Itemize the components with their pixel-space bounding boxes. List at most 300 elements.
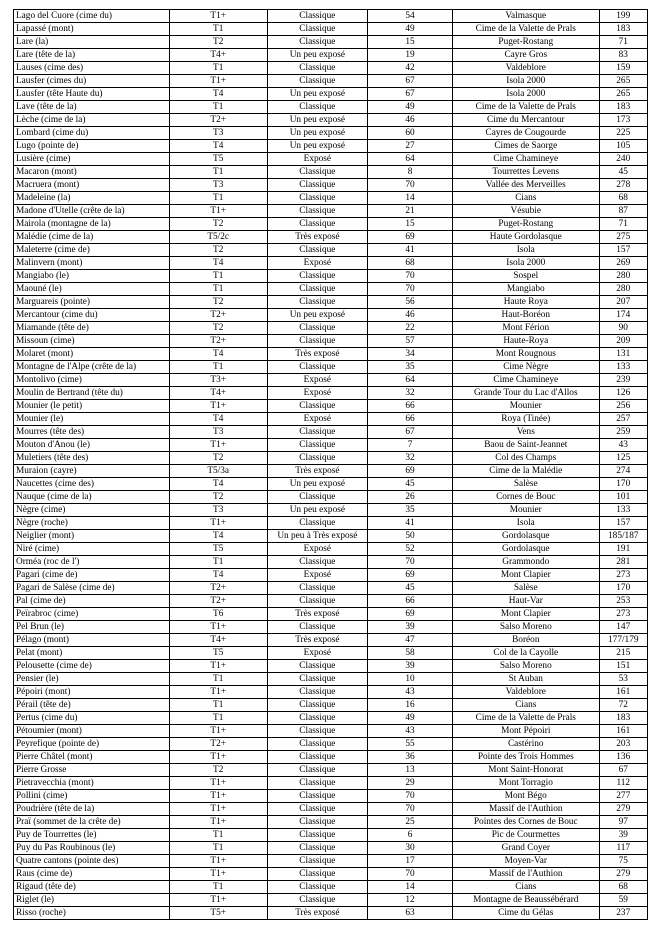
- table-row: [14, 270, 648, 283]
- table-row: [14, 699, 648, 712]
- summit-name-cell: Pétoumier (mont): [14, 725, 170, 738]
- exposure-cell: Classique: [267, 790, 367, 803]
- summit-name-cell: Lombard (cime du): [14, 127, 170, 140]
- grade-cell: T1: [169, 166, 267, 179]
- page-number-cell: 225: [599, 127, 647, 140]
- page-number-cell: 259: [599, 426, 647, 439]
- massif-cell: St Auban: [453, 673, 599, 686]
- summit-name-cell: Praï (sommet de la crête de): [14, 816, 170, 829]
- page-number-cell: 177/179: [599, 634, 647, 647]
- page-number-cell: 151: [599, 660, 647, 673]
- table-row: [14, 283, 648, 296]
- massif-cell: Cime du Gélas: [453, 907, 599, 920]
- summit-name-cell: Lare (tête de la): [14, 49, 170, 62]
- summit-name-cell: Maouné (le): [14, 283, 170, 296]
- route-number-cell: 55: [368, 738, 453, 751]
- grade-cell: T2+: [169, 114, 267, 127]
- page-number-cell: 279: [599, 868, 647, 881]
- massif-cell: Isola 2000: [453, 75, 599, 88]
- route-number-cell: 36: [368, 751, 453, 764]
- massif-cell: Pointes des Cornes de Bouc: [453, 816, 599, 829]
- page-number-cell: 83: [599, 49, 647, 62]
- massif-cell: Isola 2000: [453, 88, 599, 101]
- exposure-cell: Exposé: [267, 153, 367, 166]
- table-row: [14, 361, 648, 374]
- page-number-cell: 257: [599, 413, 647, 426]
- page-number-cell: 237: [599, 907, 647, 920]
- exposure-cell: Classique: [267, 23, 367, 36]
- table-row: [14, 322, 648, 335]
- grade-cell: T2: [169, 322, 267, 335]
- table-row: [14, 192, 648, 205]
- grade-cell: T4: [169, 88, 267, 101]
- page-number-cell: 170: [599, 582, 647, 595]
- route-number-cell: 32: [368, 387, 453, 400]
- exposure-cell: Classique: [267, 803, 367, 816]
- massif-cell: Castérino: [453, 738, 599, 751]
- summit-name-cell: Muraion (cayre): [14, 465, 170, 478]
- summit-name-cell: Montagne de l'Alpe (crête de la): [14, 361, 170, 374]
- route-number-cell: 19: [368, 49, 453, 62]
- table-row: [14, 478, 648, 491]
- grade-cell: T1: [169, 673, 267, 686]
- page-number-cell: 53: [599, 673, 647, 686]
- massif-cell: Mont Clapier: [453, 569, 599, 582]
- summit-name-cell: Pierre Châtel (mont): [14, 751, 170, 764]
- table-row: [14, 738, 648, 751]
- massif-cell: Cayres de Cougourde: [453, 127, 599, 140]
- page-number-cell: 131: [599, 348, 647, 361]
- grade-cell: T1: [169, 699, 267, 712]
- massif-cell: Sospel: [453, 270, 599, 283]
- summit-name-cell: Lapassé (mont): [14, 23, 170, 36]
- route-number-cell: 70: [368, 803, 453, 816]
- route-number-cell: 12: [368, 894, 453, 907]
- route-number-cell: 14: [368, 881, 453, 894]
- grade-cell: T2+: [169, 595, 267, 608]
- massif-cell: Cime Chamineye: [453, 374, 599, 387]
- page-number-cell: 161: [599, 686, 647, 699]
- table-row: [14, 634, 648, 647]
- table-row: [14, 348, 648, 361]
- exposure-cell: Classique: [267, 868, 367, 881]
- page-number-cell: 185/187: [599, 530, 647, 543]
- exposure-cell: Exposé: [267, 374, 367, 387]
- massif-cell: Isola: [453, 517, 599, 530]
- massif-cell: Mangiabo: [453, 283, 599, 296]
- grade-cell: T2: [169, 296, 267, 309]
- table-row: [14, 504, 648, 517]
- massif-cell: Col de la Cayolle: [453, 647, 599, 660]
- summit-name-cell: Peïrabroc (cime): [14, 608, 170, 621]
- page-number-cell: 67: [599, 764, 647, 777]
- table-row: [14, 62, 648, 75]
- massif-cell: Gordolasque: [453, 530, 599, 543]
- table-row: [14, 88, 648, 101]
- table-row: [14, 400, 648, 413]
- table-row: [14, 231, 648, 244]
- grade-cell: T4+: [169, 387, 267, 400]
- table-row: [14, 374, 648, 387]
- exposure-cell: Exposé: [267, 569, 367, 582]
- page-number-cell: 170: [599, 478, 647, 491]
- route-number-cell: 49: [368, 101, 453, 114]
- route-number-cell: 15: [368, 36, 453, 49]
- exposure-cell: Classique: [267, 335, 367, 348]
- grade-cell: T2: [169, 764, 267, 777]
- massif-cell: Col des Champs: [453, 452, 599, 465]
- page-number-cell: 183: [599, 101, 647, 114]
- page-number-cell: 125: [599, 452, 647, 465]
- table-row: [14, 517, 648, 530]
- massif-cell: Puget-Rostang: [453, 218, 599, 231]
- page-number-cell: 183: [599, 712, 647, 725]
- page-number-cell: 281: [599, 556, 647, 569]
- massif-cell: Mont Férion: [453, 322, 599, 335]
- route-number-cell: 35: [368, 504, 453, 517]
- exposure-cell: Un peu exposé: [267, 504, 367, 517]
- exposure-cell: Classique: [267, 361, 367, 374]
- grade-cell: T1: [169, 192, 267, 205]
- exposure-cell: Un peu exposé: [267, 478, 367, 491]
- massif-cell: Vens: [453, 426, 599, 439]
- massif-cell: Valdeblore: [453, 686, 599, 699]
- summit-name-cell: Pollini (cime): [14, 790, 170, 803]
- route-number-cell: 35: [368, 361, 453, 374]
- exposure-cell: Un peu exposé: [267, 49, 367, 62]
- massif-cell: Boréon: [453, 634, 599, 647]
- page-number-cell: 75: [599, 855, 647, 868]
- table-row: [14, 907, 648, 920]
- summit-name-cell: Pelat (mont): [14, 647, 170, 660]
- table-row: [14, 205, 648, 218]
- exposure-cell: Classique: [267, 192, 367, 205]
- table-row: [14, 582, 648, 595]
- summit-name-cell: Pensier (le): [14, 673, 170, 686]
- exposure-cell: Classique: [267, 400, 367, 413]
- exposure-cell: Classique: [267, 660, 367, 673]
- page-number-cell: 71: [599, 218, 647, 231]
- table-row: [14, 452, 648, 465]
- summit-name-cell: Rigaud (tête de): [14, 881, 170, 894]
- route-number-cell: 41: [368, 244, 453, 257]
- page-number-cell: 159: [599, 62, 647, 75]
- summit-name-cell: Pertus (cime du): [14, 712, 170, 725]
- table-row: [14, 413, 648, 426]
- route-number-cell: 25: [368, 816, 453, 829]
- route-number-cell: 66: [368, 413, 453, 426]
- exposure-cell: Très exposé: [267, 634, 367, 647]
- summit-name-cell: Madeleine (la): [14, 192, 170, 205]
- table-row: [14, 803, 648, 816]
- grade-cell: T3: [169, 127, 267, 140]
- page-number-cell: 280: [599, 270, 647, 283]
- summit-name-cell: Nègre (cime): [14, 504, 170, 517]
- summit-name-cell: Molaret (mont): [14, 348, 170, 361]
- route-number-cell: 70: [368, 868, 453, 881]
- page-number-cell: 256: [599, 400, 647, 413]
- exposure-cell: Classique: [267, 712, 367, 725]
- table-row: [14, 855, 648, 868]
- summit-name-cell: Macaron (mont): [14, 166, 170, 179]
- page-number-cell: 45: [599, 166, 647, 179]
- route-number-cell: 27: [368, 140, 453, 153]
- page-number-cell: 59: [599, 894, 647, 907]
- grade-cell: T1+: [169, 777, 267, 790]
- summit-name-cell: Mangiabo (le): [14, 270, 170, 283]
- summit-name-cell: Pietravecchia (mont): [14, 777, 170, 790]
- summit-table: [13, 9, 648, 920]
- massif-cell: Cimes de Saorge: [453, 140, 599, 153]
- route-number-cell: 64: [368, 374, 453, 387]
- table-row: [14, 114, 648, 127]
- grade-cell: T4: [169, 569, 267, 582]
- exposure-cell: Classique: [267, 283, 367, 296]
- massif-cell: Salèse: [453, 478, 599, 491]
- summit-name-cell: Nauque (cime de la): [14, 491, 170, 504]
- grade-cell: T6: [169, 608, 267, 621]
- table-row: [14, 153, 648, 166]
- page-number-cell: 239: [599, 374, 647, 387]
- summit-name-cell: Mercantour (cime du): [14, 309, 170, 322]
- page-number-cell: 174: [599, 309, 647, 322]
- page-number-cell: 265: [599, 75, 647, 88]
- exposure-cell: Un peu exposé: [267, 114, 367, 127]
- summit-name-cell: Pagari (cime de): [14, 569, 170, 582]
- exposure-cell: Classique: [267, 894, 367, 907]
- massif-cell: Salso Moreno: [453, 660, 599, 673]
- massif-cell: Mont Torragio: [453, 777, 599, 790]
- route-number-cell: 50: [368, 530, 453, 543]
- table-row: [14, 894, 648, 907]
- route-number-cell: 57: [368, 335, 453, 348]
- massif-cell: Grand Coyer: [453, 842, 599, 855]
- route-number-cell: 32: [368, 452, 453, 465]
- table-row: [14, 686, 648, 699]
- grade-cell: T1: [169, 23, 267, 36]
- grade-cell: T1+: [169, 868, 267, 881]
- massif-cell: Gordolasque: [453, 543, 599, 556]
- exposure-cell: Un peu à Très exposé: [267, 530, 367, 543]
- grade-cell: T2+: [169, 582, 267, 595]
- route-number-cell: 15: [368, 218, 453, 231]
- summit-name-cell: Niré (cime): [14, 543, 170, 556]
- table-row: [14, 166, 648, 179]
- grade-cell: T4: [169, 413, 267, 426]
- summit-name-cell: Moulin de Bertrand (tête du): [14, 387, 170, 400]
- summit-name-cell: Marguareis (pointe): [14, 296, 170, 309]
- page-number-cell: 277: [599, 790, 647, 803]
- exposure-cell: Classique: [267, 842, 367, 855]
- route-number-cell: 64: [368, 153, 453, 166]
- page-number-cell: 68: [599, 192, 647, 205]
- route-number-cell: 46: [368, 114, 453, 127]
- summit-name-cell: Lugo (pointe de): [14, 140, 170, 153]
- grade-cell: T2+: [169, 309, 267, 322]
- route-number-cell: 69: [368, 608, 453, 621]
- route-number-cell: 70: [368, 556, 453, 569]
- table-row: [14, 140, 648, 153]
- summit-name-cell: Lèche (cime de la): [14, 114, 170, 127]
- route-number-cell: 43: [368, 725, 453, 738]
- exposure-cell: Classique: [267, 816, 367, 829]
- grade-cell: T5+: [169, 907, 267, 920]
- grade-cell: T5/3a: [169, 465, 267, 478]
- exposure-cell: Classique: [267, 751, 367, 764]
- grade-cell: T5: [169, 543, 267, 556]
- exposure-cell: Exposé: [267, 257, 367, 270]
- exposure-cell: Classique: [267, 699, 367, 712]
- grade-cell: T1+: [169, 803, 267, 816]
- table-row: [14, 647, 648, 660]
- table-row: [14, 543, 648, 556]
- route-number-cell: 34: [368, 348, 453, 361]
- exposure-cell: Classique: [267, 686, 367, 699]
- grade-cell: T1: [169, 101, 267, 114]
- massif-cell: Cime Chamineye: [453, 153, 599, 166]
- route-number-cell: 69: [368, 569, 453, 582]
- route-number-cell: 52: [368, 543, 453, 556]
- grade-cell: T4: [169, 348, 267, 361]
- route-number-cell: 45: [368, 478, 453, 491]
- route-number-cell: 70: [368, 179, 453, 192]
- page-number-cell: 97: [599, 816, 647, 829]
- route-number-cell: 49: [368, 712, 453, 725]
- page-number-cell: 215: [599, 647, 647, 660]
- grade-cell: T1: [169, 881, 267, 894]
- table-row: [14, 335, 648, 348]
- route-number-cell: 16: [368, 699, 453, 712]
- grade-cell: T1+: [169, 621, 267, 634]
- summit-name-cell: Lausfer (tête Haute du): [14, 88, 170, 101]
- summit-name-cell: Mouton d'Anou (le): [14, 439, 170, 452]
- route-number-cell: 14: [368, 192, 453, 205]
- page-number-cell: 274: [599, 465, 647, 478]
- exposure-cell: Un peu exposé: [267, 309, 367, 322]
- summit-name-cell: Riglet (le): [14, 894, 170, 907]
- route-number-cell: 67: [368, 88, 453, 101]
- summit-name-cell: Maleterre (cime de): [14, 244, 170, 257]
- summit-name-cell: Pagari de Salèse (cime de): [14, 582, 170, 595]
- exposure-cell: Classique: [267, 101, 367, 114]
- exposure-cell: Très exposé: [267, 348, 367, 361]
- page-number-cell: 279: [599, 803, 647, 816]
- grade-cell: T3: [169, 426, 267, 439]
- table-row: [14, 101, 648, 114]
- summit-name-cell: Naucettes (cime des): [14, 478, 170, 491]
- massif-cell: Moyen-Var: [453, 855, 599, 868]
- route-number-cell: 49: [368, 23, 453, 36]
- route-number-cell: 43: [368, 686, 453, 699]
- page-number-cell: 157: [599, 517, 647, 530]
- exposure-cell: Très exposé: [267, 907, 367, 920]
- exposure-cell: Classique: [267, 738, 367, 751]
- grade-cell: T2: [169, 244, 267, 257]
- summit-name-cell: Lausfer (cimes du): [14, 75, 170, 88]
- exposure-cell: Exposé: [267, 647, 367, 660]
- summit-name-cell: Missoun (cime): [14, 335, 170, 348]
- grade-cell: T1+: [169, 751, 267, 764]
- exposure-cell: Classique: [267, 777, 367, 790]
- exposure-cell: Un peu exposé: [267, 127, 367, 140]
- route-number-cell: 60: [368, 127, 453, 140]
- route-number-cell: 46: [368, 309, 453, 322]
- route-number-cell: 70: [368, 270, 453, 283]
- exposure-cell: Classique: [267, 179, 367, 192]
- grade-cell: T4+: [169, 49, 267, 62]
- exposure-cell: Exposé: [267, 413, 367, 426]
- summit-name-cell: Pelousette (cime de): [14, 660, 170, 673]
- exposure-cell: Très exposé: [267, 231, 367, 244]
- grade-cell: T1+: [169, 894, 267, 907]
- route-number-cell: 58: [368, 647, 453, 660]
- massif-cell: Cime de la Valette de Prals: [453, 101, 599, 114]
- exposure-cell: Classique: [267, 62, 367, 75]
- summit-name-cell: Lave (tête de la): [14, 101, 170, 114]
- table-row: [14, 465, 648, 478]
- page-number-cell: 161: [599, 725, 647, 738]
- massif-cell: Montagne de Beaussébérard: [453, 894, 599, 907]
- page-number-cell: 209: [599, 335, 647, 348]
- table-row: [14, 491, 648, 504]
- massif-cell: Mounier: [453, 400, 599, 413]
- massif-cell: Isola 2000: [453, 257, 599, 270]
- grade-cell: T4+: [169, 634, 267, 647]
- page-number-cell: 87: [599, 205, 647, 218]
- exposure-cell: Classique: [267, 10, 367, 23]
- table-row: [14, 257, 648, 270]
- exposure-cell: Classique: [267, 322, 367, 335]
- table-row: [14, 244, 648, 257]
- massif-cell: Salèse: [453, 582, 599, 595]
- exposure-cell: Classique: [267, 439, 367, 452]
- summit-name-cell: Pierre Grosse: [14, 764, 170, 777]
- route-number-cell: 45: [368, 582, 453, 595]
- grade-cell: T5: [169, 153, 267, 166]
- massif-cell: Mont Bégo: [453, 790, 599, 803]
- table-row: [14, 621, 648, 634]
- page-number-cell: 240: [599, 153, 647, 166]
- grade-cell: T2: [169, 36, 267, 49]
- route-number-cell: 6: [368, 829, 453, 842]
- page-number-cell: 71: [599, 36, 647, 49]
- page-number-cell: 275: [599, 231, 647, 244]
- grade-cell: T4: [169, 257, 267, 270]
- massif-cell: Cime Nègre: [453, 361, 599, 374]
- summit-name-cell: Pépoiri (mont): [14, 686, 170, 699]
- route-number-cell: 8: [368, 166, 453, 179]
- route-number-cell: 66: [368, 595, 453, 608]
- exposure-cell: Classique: [267, 855, 367, 868]
- exposure-cell: Classique: [267, 452, 367, 465]
- route-number-cell: 70: [368, 283, 453, 296]
- exposure-cell: Un peu exposé: [267, 88, 367, 101]
- grade-cell: T4: [169, 530, 267, 543]
- page-number-cell: 273: [599, 569, 647, 582]
- route-number-cell: 69: [368, 231, 453, 244]
- grade-cell: T1+: [169, 517, 267, 530]
- route-number-cell: 56: [368, 296, 453, 309]
- summit-name-cell: Miamande (tête de): [14, 322, 170, 335]
- page-number-cell: 112: [599, 777, 647, 790]
- exposure-cell: Classique: [267, 725, 367, 738]
- exposure-cell: Classique: [267, 595, 367, 608]
- grade-cell: T5: [169, 647, 267, 660]
- table-row: [14, 75, 648, 88]
- summit-name-cell: Raus (cime de): [14, 868, 170, 881]
- route-number-cell: 10: [368, 673, 453, 686]
- summit-name-cell: Pel Brun (le): [14, 621, 170, 634]
